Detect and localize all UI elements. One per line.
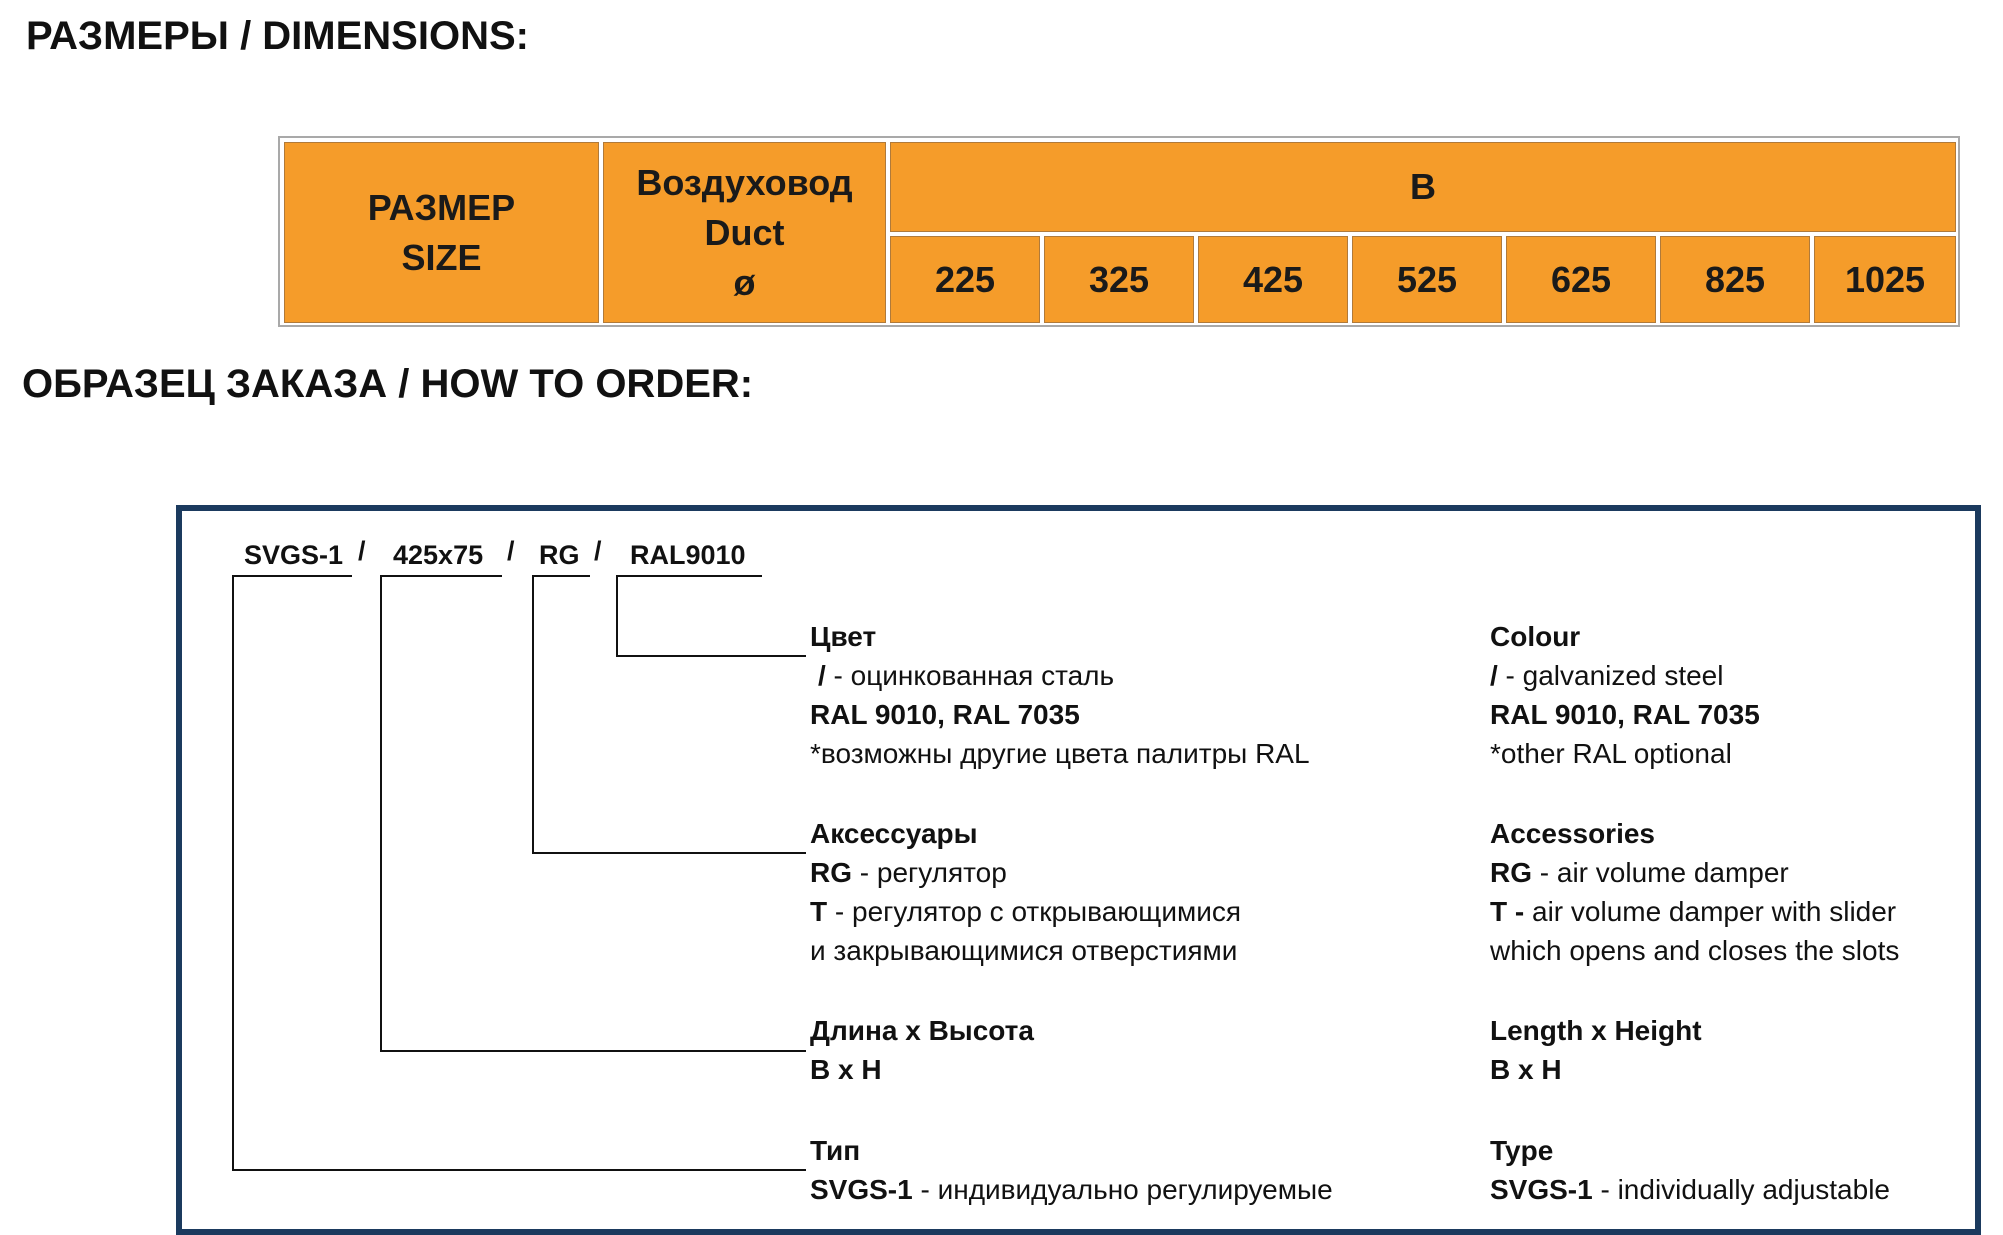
order-heading: ОБРАЗЕЦ ЗАКАЗА / HOW TO ORDER:	[22, 362, 754, 406]
b-value: 1025	[1844, 258, 1926, 300]
b-value: 225	[934, 258, 996, 300]
connector-colour	[616, 655, 806, 657]
accessories-en-title: Accessories	[1490, 818, 1656, 849]
code-size: 425x75	[393, 540, 484, 570]
code-underline	[532, 575, 590, 577]
size-header-ru: РАЗМЕР	[367, 186, 516, 228]
dimensions-table	[278, 136, 1960, 327]
code-separator: /	[358, 536, 366, 566]
colour-ru-line1-bold: /	[818, 660, 826, 691]
colour-en-line1: - galvanized steel	[1497, 660, 1724, 691]
b-value-cell	[890, 236, 1040, 323]
code-accessory: RG	[539, 540, 580, 570]
connector-accessory	[532, 852, 806, 854]
type-en	[1490, 1131, 1890, 1209]
b-value: 425	[1242, 258, 1304, 300]
type-en-title: Type	[1490, 1135, 1554, 1166]
type-ru	[810, 1131, 1333, 1209]
connector-colour	[616, 575, 618, 657]
size-ru-line1: B x H	[810, 1054, 882, 1085]
connector-accessory	[532, 575, 534, 854]
accessories-en-line3: which opens and closes the slots	[1490, 935, 1900, 966]
b-value: 525	[1396, 258, 1458, 300]
connector-type	[232, 575, 234, 1171]
colour-ru	[810, 617, 1310, 773]
type-ru-line1-bold: SVGS-1	[810, 1174, 913, 1205]
dimensions-heading: РАЗМЕРЫ / DIMENSIONS:	[26, 14, 529, 58]
size-ru-title: Длина x Высота	[810, 1015, 1034, 1046]
accessories-en-line1: - air volume damper	[1532, 857, 1789, 888]
b-value-cell	[1814, 236, 1956, 323]
type-ru-title: Тип	[810, 1135, 861, 1166]
b-value: 825	[1704, 258, 1766, 300]
connector-size	[380, 575, 382, 1052]
size-en	[1490, 1011, 1702, 1089]
duct-symbol: ø	[733, 261, 756, 303]
colour-ru-line1: - оцинкованная сталь	[825, 660, 1115, 691]
connector-size	[380, 1050, 806, 1052]
type-en-line1: - individually adjustable	[1592, 1174, 1890, 1205]
size-en-title: Length x Height	[1490, 1015, 1702, 1046]
code-colour: RAL9010	[630, 540, 746, 570]
duct-header-cell	[603, 142, 886, 323]
code-type: SVGS-1	[244, 540, 344, 570]
colour-en	[1490, 617, 1760, 773]
accessories-en-line2-bold: T -	[1490, 896, 1525, 927]
colour-en-title: Colour	[1490, 621, 1581, 652]
b-value: 625	[1550, 258, 1612, 300]
accessories-en-line1-bold: RG	[1490, 857, 1532, 888]
b-header: B	[1410, 166, 1436, 207]
colour-en-line3: *other RAL optional	[1490, 738, 1732, 769]
size-header-en: SIZE	[401, 236, 482, 278]
accessories-en-line2: air volume damper with slider	[1524, 896, 1897, 927]
code-underline	[380, 575, 502, 577]
size-header-cell	[284, 142, 599, 323]
accessories-ru-line1-bold: RG	[810, 857, 852, 888]
b-value: 325	[1088, 258, 1150, 300]
colour-ru-title: Цвет	[810, 621, 877, 652]
b-value-cell	[1044, 236, 1194, 323]
code-separator: /	[594, 536, 602, 566]
size-ru	[810, 1011, 1034, 1089]
colour-en-line1-bold: /	[1490, 660, 1498, 691]
accessories-ru-line2: - регулятор с открывающимися	[827, 896, 1242, 927]
accessories-ru-line2-bold: T	[810, 896, 828, 927]
colour-en-line2: RAL 9010, RAL 7035	[1490, 699, 1760, 730]
colour-ru-line3: *возможны другие цвета палитры RAL	[810, 738, 1310, 769]
duct-header-en: Duct	[704, 211, 785, 253]
b-header-cell	[890, 142, 1956, 232]
b-value-cell	[1352, 236, 1502, 323]
colour-ru-line2: RAL 9010, RAL 7035	[810, 699, 1080, 730]
b-value-cell	[1198, 236, 1348, 323]
connector-type	[232, 1169, 806, 1171]
b-value-cell	[1506, 236, 1656, 323]
duct-header-ru: Воздуховод	[636, 161, 853, 203]
accessories-ru-line3: и закрывающимися отверстиями	[810, 935, 1238, 966]
size-en-line1: B x H	[1490, 1054, 1562, 1085]
code-underline	[616, 575, 762, 577]
type-ru-line1: - индивидуально регулируемые	[912, 1174, 1333, 1205]
code-underline	[232, 575, 352, 577]
accessories-ru-title: Аксессуары	[810, 818, 978, 849]
code-separator: /	[507, 536, 515, 566]
accessories-en	[1490, 814, 1899, 970]
type-en-line1-bold: SVGS-1	[1490, 1174, 1593, 1205]
accessories-ru-line1: - регулятор	[852, 857, 1007, 888]
accessories-ru	[810, 814, 1241, 970]
b-value-cell	[1660, 236, 1810, 323]
